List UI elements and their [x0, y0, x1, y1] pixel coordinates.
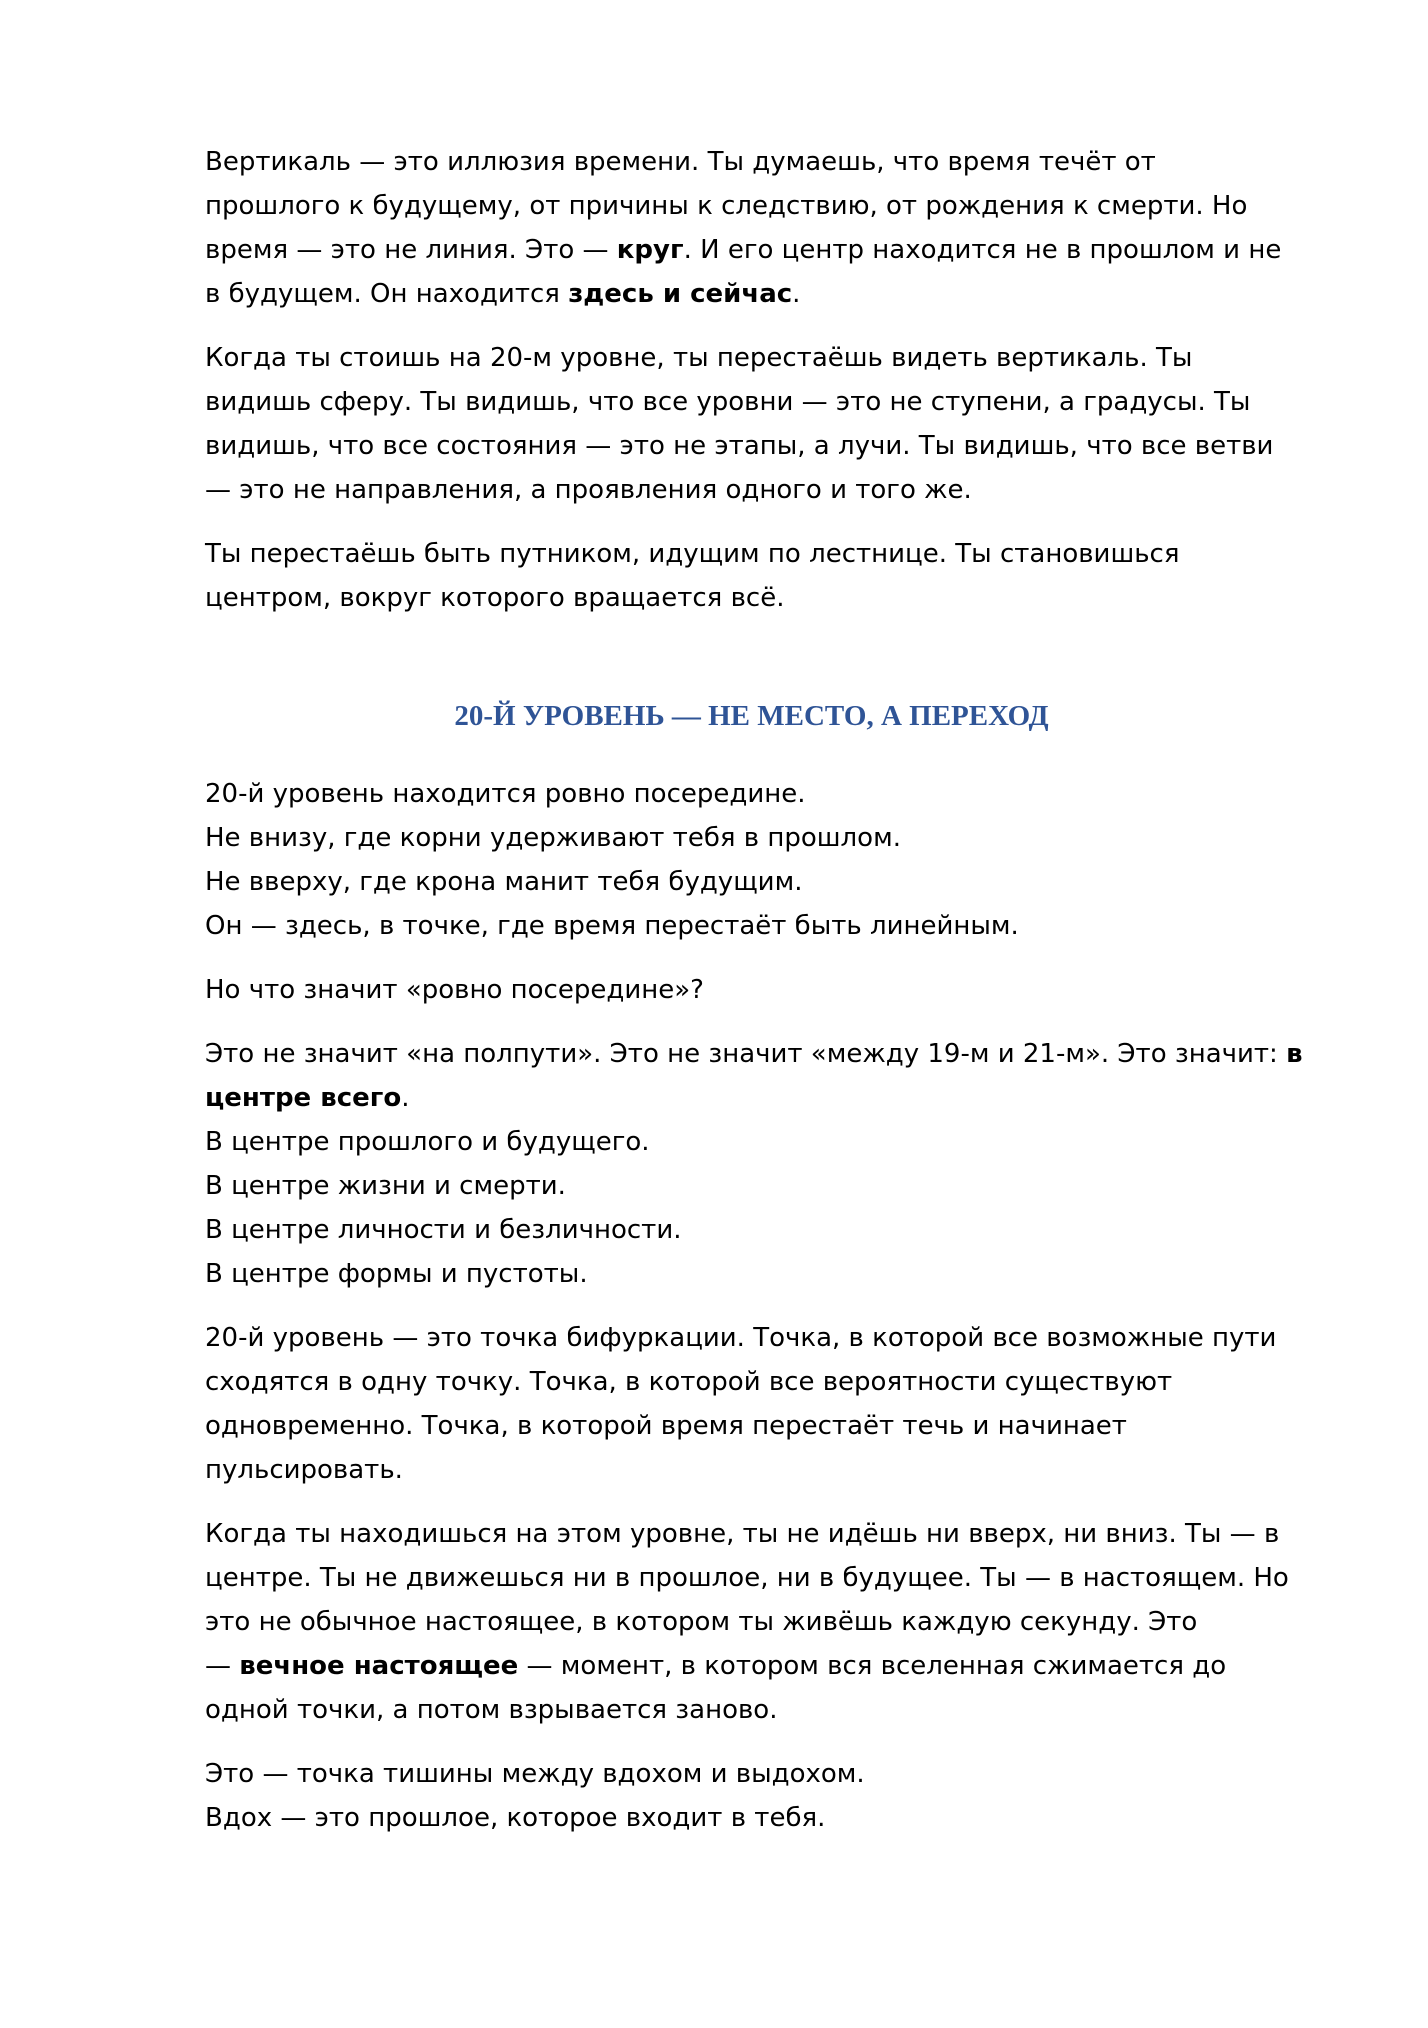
text-line: видишь сферу. Ты видишь, что все уровни — это не ступени, а градусы. Ты	[205, 387, 1251, 417]
paragraph-breath	[205, 1752, 1328, 1840]
text-run: .	[792, 279, 801, 309]
text-run: .	[401, 1083, 410, 1113]
text-line: Он — здесь, в точке, где время перестаёт быть линейным.	[205, 911, 1019, 941]
text-run: Это не значит «на полпути». Это не значит «между 19-м и 21-м». Это значит:	[205, 1039, 1287, 1069]
paragraph-center	[205, 532, 1328, 620]
text-line: это не обычное настоящее, в котором ты живёшь каждую секунду. Это	[205, 1607, 1198, 1637]
text-run: —	[205, 1651, 240, 1681]
text-line: Вдох — это прошлое, которое входит в тебя.	[205, 1803, 826, 1833]
text-run: время — это не линия. Это —	[205, 235, 617, 265]
text-line: — это не направления, а проявления одного и того же.	[205, 475, 972, 505]
paragraph-bifurcation	[205, 1316, 1328, 1492]
text-line: прошлого к будущему, от причины к следствию, от рождения к смерти. Но	[205, 191, 1248, 221]
bold-text: центре всего	[205, 1083, 402, 1113]
text-line	[205, 272, 1328, 316]
paragraph-center-of-all	[205, 1032, 1328, 1296]
text-line: видишь, что все состояния — это не этапы, а лучи. Ты видишь, что все ветви	[205, 431, 1274, 461]
text-run: . И его центр находится не в прошлом и не	[683, 235, 1282, 265]
text-line: Ты перестаёшь быть путником, идущим по лестнице. Ты становишься	[205, 539, 1180, 569]
bold-text: круг	[616, 235, 684, 265]
paragraph-eternal-present	[205, 1512, 1328, 1732]
text-line	[205, 1644, 1328, 1688]
text-line: пульсировать.	[205, 1455, 403, 1485]
bold-text: вечное настоящее	[239, 1651, 519, 1681]
section-heading: 20-Й УРОВЕНЬ — НЕ МЕСТО, А ПЕРЕХОД	[454, 700, 1049, 732]
text-line: сходятся в одну точку. Точка, в которой все вероятности существуют	[205, 1367, 1173, 1397]
text-line: Вертикаль — это иллюзия времени. Ты думаешь, что время течёт от	[205, 147, 1156, 177]
bold-text: здесь и сейчас	[568, 279, 793, 309]
bold-text: в	[1286, 1039, 1303, 1069]
text-line: 20-й уровень — это точка бифуркации. Точка, в которой все возможные пути	[205, 1323, 1277, 1353]
text-line: центре. Ты не движешься ни в прошлое, ни в будущее. Ты — в настоящем. Но	[205, 1563, 1289, 1593]
text-line: Не вверху, где крона манит тебя будущим.	[205, 867, 803, 897]
paragraph-vertical-illusion	[205, 140, 1328, 316]
text-line: В центре жизни и смерти.	[205, 1171, 566, 1201]
text-line: В центре формы и пустоты.	[205, 1259, 588, 1289]
text-line: Это — точка тишины между вдохом и выдохом.	[205, 1759, 865, 1789]
text-line: центром, вокруг которого вращается всё.	[205, 583, 785, 613]
paragraph-sphere	[205, 336, 1328, 512]
text-run: — момент, в котором вся вселенная сжимается до	[518, 1651, 1227, 1681]
text-line: 20-й уровень находится ровно посередине.	[205, 779, 806, 809]
text-line: Когда ты находишься на этом уровне, ты не идёшь ни вверх, ни вниз. Ты — в	[205, 1519, 1280, 1549]
text-line: одновременно. Точка, в которой время перестаёт течь и начинает	[205, 1411, 1127, 1441]
text-line: Но что значит «ровно посередине»?	[205, 975, 704, 1005]
text-line: Когда ты стоишь на 20-м уровне, ты перестаёшь видеть вертикаль. Ты	[205, 343, 1193, 373]
text-line: Не внизу, где корни удерживают тебя в прошлом.	[205, 823, 901, 853]
text-line: одной точки, а потом взрывается заново.	[205, 1695, 778, 1725]
text-line	[205, 228, 1328, 272]
text-line	[205, 1076, 1328, 1120]
text-line	[205, 1032, 1328, 1076]
paragraph-question	[205, 968, 1328, 1012]
text-run: в будущем. Он находится	[205, 279, 569, 309]
text-line: В центре личности и безличности.	[205, 1215, 682, 1245]
text-line: В центре прошлого и будущего.	[205, 1127, 650, 1157]
paragraph-middle	[205, 772, 1328, 948]
